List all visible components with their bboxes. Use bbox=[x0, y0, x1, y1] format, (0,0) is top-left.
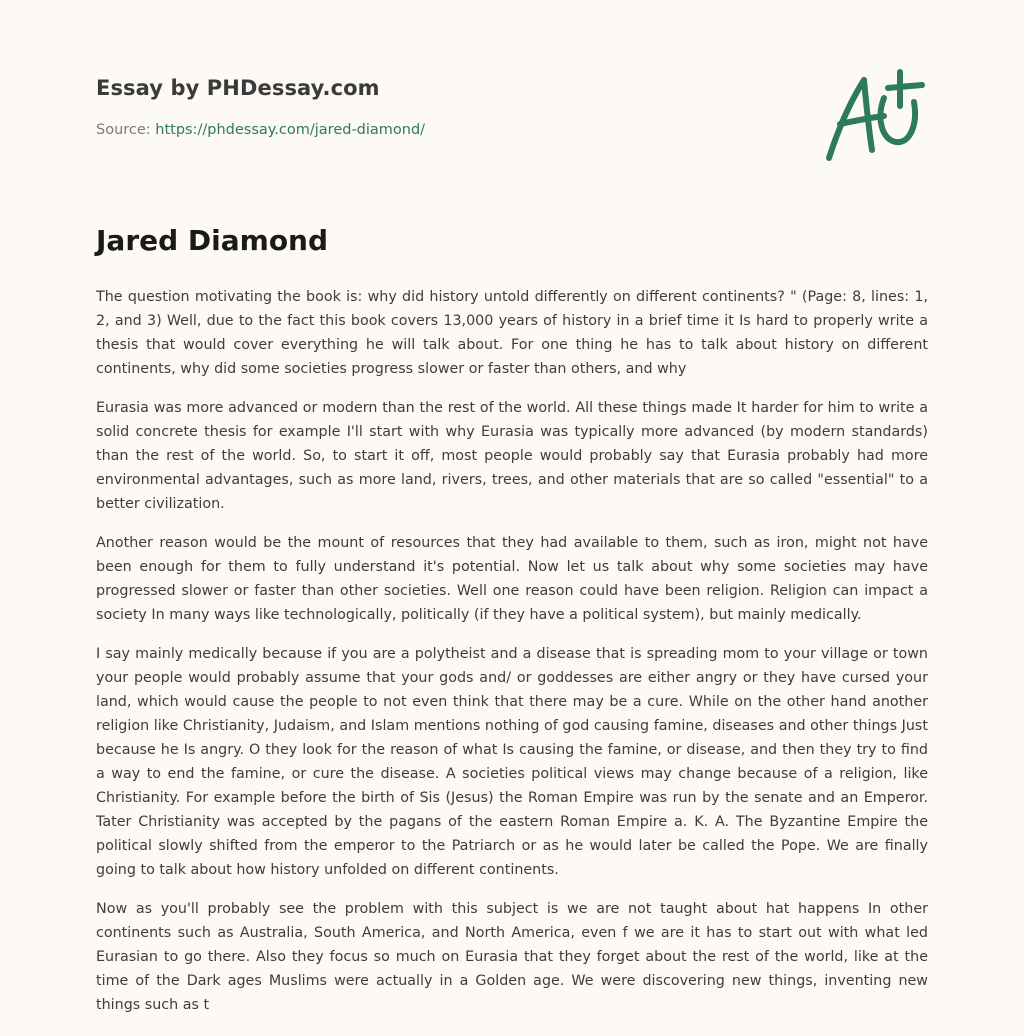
essay-paragraph: I say mainly medically because if you are a polytheist and a disease that is spreading mom to your village or town your people would probably assume that your gods and/ or goddesses are either angry or they have cursed your land, which would cause the people to not even think that there may be a cure. While on the other hand another religion like Christianity, Judaism, and Islam mentions nothing of god causing famine, diseases and other things Just because he Is angry. O they look for the reason of what Is causing the famine, or disease, and then they try to find a way to end the famine, or cure the disease. A societies political views may change because of a religion, like Christianity. For example before the birth of Sis (Jesus) the Roman Empire was run by the senate and an Emperor. Tater Christianity was accepted by the pagans of the eastern Roman Empire a. K. A. The Byzantine Empire the political slowly shifted from the emperor to the Patriarch or as he would later be called the Pope. We are finally going to talk about how history unfolded on different continents. bbox=[96, 646, 928, 878]
site-brand: Essay by PHDessay.com bbox=[96, 76, 380, 100]
site-header bbox=[96, 76, 928, 138]
essay-paragraph: Now as you'll probably see the problem with this subject is we are not taught about hat happens In other continents such as Australia, South America, and North America, even f we are it has to start out with what led Eurasian to go there. Also they focus so much on Eurasia that they forget about the rest of the world, like at the time of the Dark ages Muslims were actually in a Golden age. We were discovering new things, inventing new things such as t bbox=[96, 901, 928, 1013]
essay-paragraph: The question motivating the book is: why did history untold differently on different continents? " (Page: 8, lines: 1, 2, and 3) Well, due to the fact this book covers 13,000 years of history in a brief time it Is hard to properly write a thesis that would cover everything he will talk about. For one thing he has to talk about history on different continents, why did some societies progress slower or faster than others, and why bbox=[96, 289, 928, 377]
essay-title: Jared Diamond bbox=[96, 224, 329, 257]
source-label: Source: bbox=[96, 122, 156, 138]
source-line bbox=[96, 122, 928, 138]
a-plus-grade-icon bbox=[820, 66, 930, 166]
essay-body bbox=[96, 285, 928, 1032]
essay-paragraph: Another reason would be the mount of resources that they had available to them, such as iron, might not have been enough for them to fully understand it's potential. Now let us talk about why some societies may have progressed slower or faster than other societies. Well one reason could have been religion. Religion can impact a society In many ways like technologically, politically (if they have a political system), but mainly medically. bbox=[96, 535, 928, 623]
essay-paragraph: Eurasia was more advanced or modern than the rest of the world. All these things made It harder for him to write a solid concrete thesis for example I'll start with why Eurasia was typically more advanced (by modern standards) than the rest of the world. So, to start it off, most people would probably say that Eurasia probably had more environmental advantages, such as more land, rivers, trees, and other materials that are so called "essential" to a better civilization. bbox=[96, 400, 928, 512]
source-link[interactable]: https://phdessay.com/jared-diamond/ bbox=[155, 122, 426, 138]
